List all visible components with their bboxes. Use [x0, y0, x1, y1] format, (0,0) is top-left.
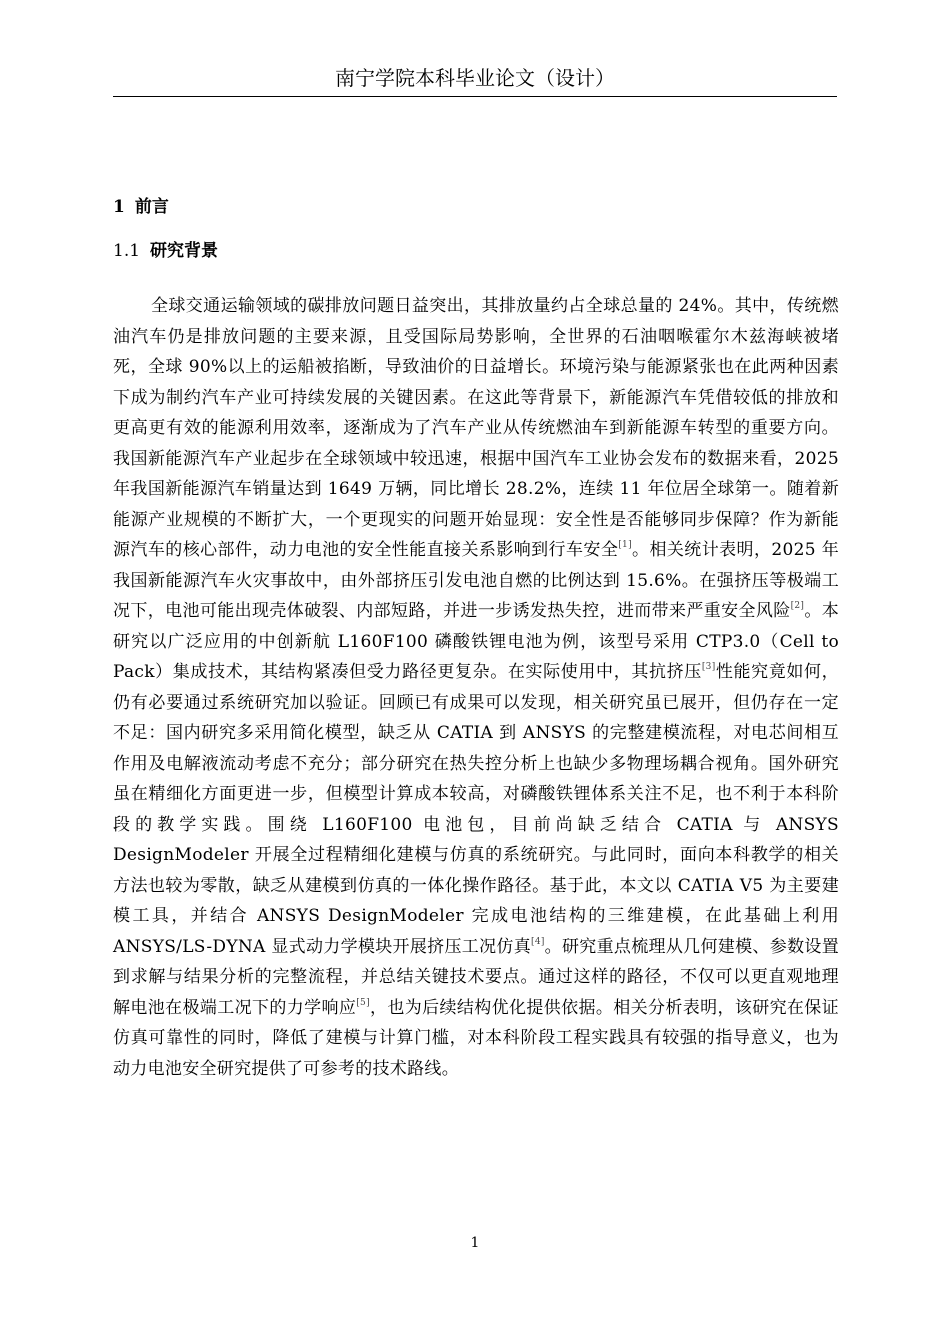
citation-1: [1]: [618, 540, 632, 550]
paragraph-text: 。本研究以广泛应用的中创新航 L160F100 磷酸铁锂电池为例，该型号采用 CTP3.0（Cell to Pack）集成技术，其结构紧凑但受力路径更复杂。在实际使用中，其抗挤压: [113, 601, 839, 682]
paragraph-text: ，也为后续结构优化提供依据。相关分析表明，该研究在保证仿真可靠性的同时，降低了建模与计算门槛，对本科阶段工程实践具有较强的指导意义，也为动力电池安全研究提供了可参考的技术路线。: [113, 997, 839, 1079]
citation-4: [4]: [531, 936, 545, 947]
body-paragraph: [113, 291, 839, 1084]
paragraph-text: 。研究重点梳理从几何建模、参数设置到求解与结果分析的完整流程，并总结关键技术要点。通过这样的路径，不仅可以更直观地理解电池在极端工况下的力学响应: [113, 936, 839, 1018]
subsection-heading: [113, 238, 218, 264]
section-heading: [113, 194, 169, 220]
page-number: 1: [470, 1235, 480, 1251]
paragraph-text: 全球交通运输领域的碳排放问题日益突出，其排放量约占全球总量的 24%。其中，传统燃油汽车仍是排放问题的主要来源，且受国际局势影响，全世界的石油咽喉霍尔木兹海峡被堵死，全球 90%以上的运船被掐断，导致油价的日益增长。环境污染与能源紧张也在此两种因素下成为制约汽车产业可持续发展的关键因素。在这此等背景下，新能源汽车凭借较低的排放和更高更有效的能源利用效率，逐渐成为了汽车产业从传统燃油车到新能源车转型的重要方向。我国新能源汽车产业起步在全球领域中较迅速，根据中国汽车工业协会发布的数据来看，2025 年我国新能源汽车销量达到 1649 万辆，同比增长 28.2%，连续 11 年位居全球第一。随着新能源产业规模的不断扩大，一个更现实的问题开始显现：安全性是否能够同步保障？作为新能源汽车的核心部件，动力电池的安全性能直接关系影响到行车安全: [113, 296, 839, 560]
page-header-title: 南宁学院本科毕业论文（设计）: [335, 66, 615, 90]
citation-2: [2]: [790, 601, 805, 611]
citation-5: [5]: [356, 997, 370, 1008]
subsection-number: 1.1: [113, 241, 141, 261]
header-divider: [113, 96, 837, 97]
section-title: 前言: [134, 197, 169, 217]
citation-3: [3]: [701, 662, 716, 672]
subsection-title: 研究背景: [150, 241, 219, 261]
section-number: 1: [113, 197, 125, 217]
paragraph-text: 。相关统计表明，2025 年我国新能源汽车火灾事故中，由外部挤压引发电池自燃的比例达到 15.6%。在强挤压等极端工况下，电池可能出现壳体破裂、内部短路，并进一步诱发热失控，进而带来严重安全风险: [113, 540, 839, 621]
paragraph-text: 性能究竟如何，仍有必要通过系统研究加以验证。回顾已有成果可以发现，相关研究虽已展开，但仍存在一定不足：国内研究多采用简化模型，缺乏从 CATIA 到 ANSYS 的完整建模流程，对电芯间相互作用及电解液流动考虑不充分；部分研究在热失控分析上也缺少多物理场耦合视角。国外研究虽在精细化方面更进一步，但模型计算成本较高，对磷酸铁锂体系关注不足，也不利于本科阶段的教学实践。围绕 L160F100 电池包，目前尚缺乏结合 CATIA 与 ANSYS DesignModeler 开展全过程精细化建模与仿真的系统研究。与此同时，面向本科教学的相关方法也较为零散，缺乏从建模到仿真的一体化操作路径。基于此，本文以 CATIA V5 为主要建模工具，并结合 ANSYS DesignModeler 完成电池结构的三维建模，在此基础上利用 ANSYS/LS-DYNA 显式动力学模块开展挤压工况仿真: [113, 662, 839, 957]
